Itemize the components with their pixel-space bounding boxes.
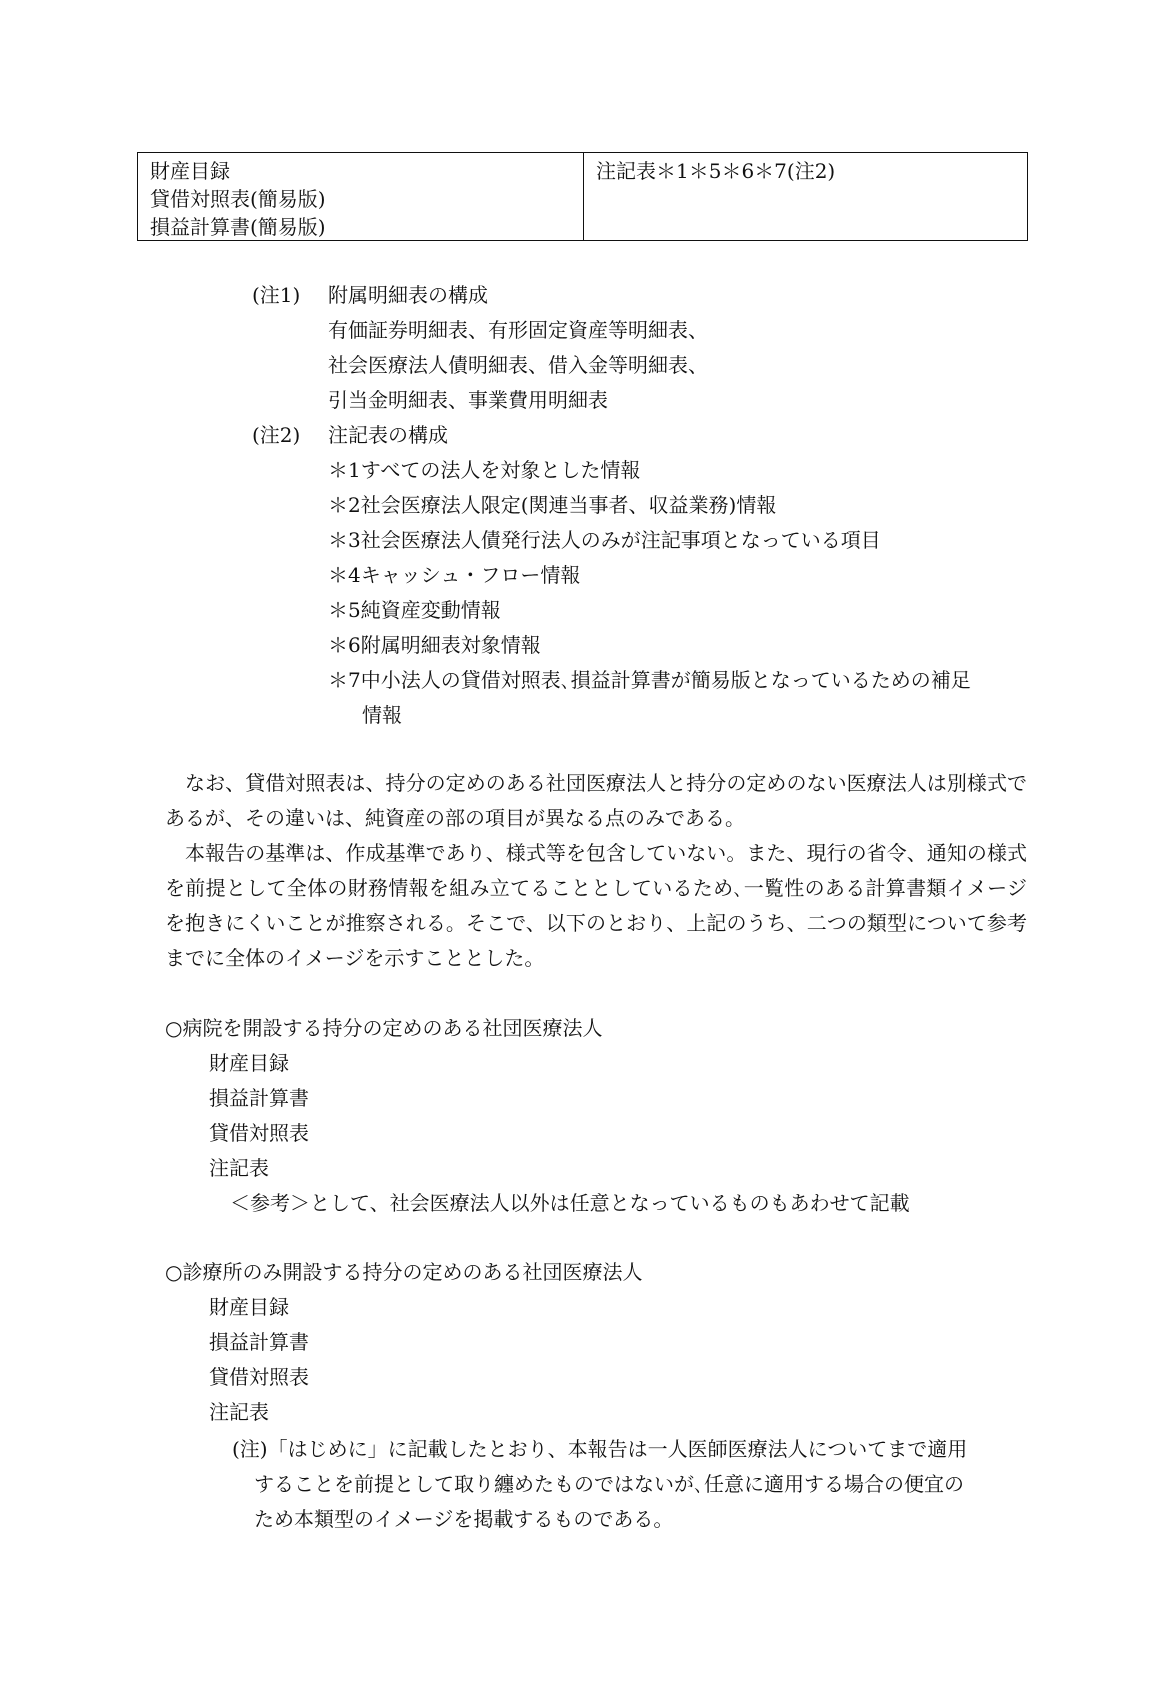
note1-title: 附属明細表の構成 [328, 283, 488, 307]
table-cell-right [584, 153, 1027, 240]
section2-note-line: (注)「はじめに」に記載したとおり、本報告は一人医師医療法人についてまで適用 [232, 1437, 968, 1461]
section2-item: 財産目録 [209, 1295, 289, 1319]
section1-item: 財産目録 [209, 1051, 289, 1075]
note1-line: 有価証券明細表、有形固定資産等明細表、 [328, 318, 708, 342]
section2-note-line: することを前提として取り纏めたものではないが､任意に適用する場合の便宜の [254, 1472, 964, 1496]
section1-item: 貸借対照表 [209, 1121, 309, 1145]
note2-item: ＊3社会医療法人債発行法人のみが注記事項となっている項目 [328, 528, 881, 552]
table-line: 注記表＊1＊5＊6＊7(注2) [596, 159, 836, 183]
section2-item: 注記表 [209, 1400, 269, 1424]
section1-reference: ＜参考＞として、社会医療法人以外は任意となっているものもあわせて記載 [230, 1191, 910, 1215]
note2-title: 注記表の構成 [328, 423, 448, 447]
table-line: 貸借対照表(簡易版) [150, 187, 326, 211]
statements-table [137, 152, 1028, 241]
table-cell-left [138, 153, 584, 240]
table-line: 損益計算書(簡易版) [150, 215, 326, 239]
note2-item: ＊1すべての法人を対象とした情報 [328, 458, 641, 482]
section2-note [232, 1432, 1029, 1537]
note2-item: ＊5純資産変動情報 [328, 598, 501, 622]
section1-heading: ○病院を開設する持分の定めのある社団医療法人 [165, 1016, 603, 1040]
section2-item: 損益計算書 [209, 1330, 309, 1354]
section1-item: 損益計算書 [209, 1086, 309, 1110]
note2-item: ＊2社会医療法人限定(関連当事者、収益業務)情報 [328, 493, 777, 517]
table-line: 財産目録 [150, 159, 230, 183]
paragraph-report-standard: 本報告の基準は、作成基準であり、様式等を包含していない。また、現行の省令、通知の様式を前提として全体の財務情報を組み立てることとしているため､一覧性のある計算書類イメージを抱きにくいことが推察される。そこで、以下のとおり、上記のうち、二つの類型について参考までに全体のイメージを示すこととした。 [165, 841, 1027, 970]
note2-label: (注2) [252, 423, 301, 447]
note2-item-continuation: 情報 [362, 703, 402, 727]
paragraph-balance-sheet: なお、貸借対照表は、持分の定めのある社団医療法人と持分の定めのない医療法人は別様式であるが、その違いは、純資産の部の項目が異なる点のみである。 [165, 771, 1027, 830]
section2-heading: ○診療所のみ開設する持分の定めのある社団医療法人 [165, 1260, 643, 1284]
note1-line: 社会医療法人債明細表、借入金等明細表、 [328, 353, 708, 377]
note1-label: (注1) [252, 283, 301, 307]
note2-item: ＊7中小法人の貸借対照表､損益計算書が簡易版となっているための補足 [328, 668, 971, 692]
section1-item: 注記表 [209, 1156, 269, 1180]
note1-line: 引当金明細表、事業費用明細表 [328, 388, 608, 412]
note2-item: ＊4キャッシュ・フロー情報 [328, 563, 581, 587]
section2-note-line: ため本類型のイメージを掲載するものである。 [254, 1507, 674, 1531]
section2-item: 貸借対照表 [209, 1365, 309, 1389]
note2-item: ＊6附属明細表対象情報 [328, 633, 541, 657]
